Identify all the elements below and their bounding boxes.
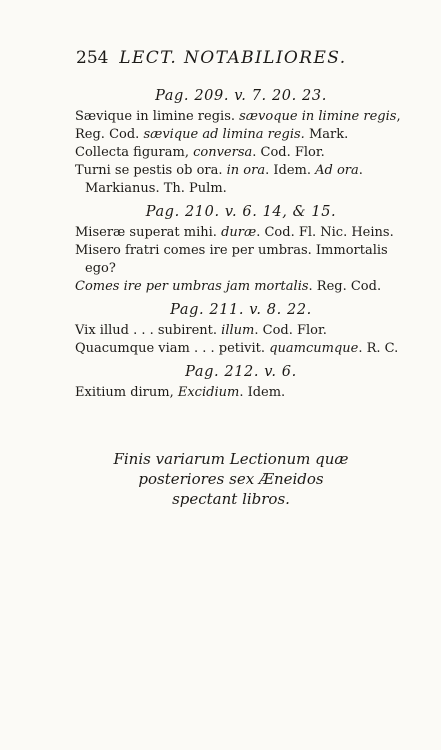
variant-reading: illum <box>221 323 255 338</box>
finis-line: spectant libros. <box>172 490 290 508</box>
variant-readings <box>75 88 407 408</box>
lemma-text: . Reg. Cod. <box>308 279 382 294</box>
lemma-text: Sævique in limine regis. <box>75 109 240 124</box>
variant-entry <box>75 108 407 126</box>
lemma-text: . Idem. <box>239 385 286 400</box>
finis-line: posteriores sex Æneidos <box>138 470 324 488</box>
lemma-text: , <box>396 109 401 124</box>
lemma-text: Vix illud . . . subirent. <box>75 323 222 338</box>
variant-entry <box>75 162 407 198</box>
variant-reading: Excidium <box>177 385 240 400</box>
variant-entry <box>75 278 407 296</box>
lemma-text: . Idem. <box>265 163 316 178</box>
variant-reading: duræ <box>221 225 257 240</box>
variant-reading: sævoque in limine regis <box>239 109 397 124</box>
lemma-text: Collecta figuram, <box>75 145 194 160</box>
variant-entry <box>75 126 407 144</box>
variant-reading: in ora <box>226 163 266 178</box>
variant-reading: sævique ad limina regis. <box>143 127 305 142</box>
lemma-text: . Cod. Flor. <box>254 323 327 338</box>
variant-entry <box>75 242 407 278</box>
finis-note <box>106 449 356 509</box>
lemma-text: Turni se pestis ob ora. <box>75 163 227 178</box>
variant-entry <box>75 322 407 340</box>
page-number: 254 <box>76 48 109 68</box>
variant-reading: conversa <box>193 145 253 160</box>
lemma-text: Misero fratri comes ire per umbras. Immortalis ego? <box>75 243 388 276</box>
section-heading: Pag. 209. v. 7. 20. 23. <box>155 88 327 104</box>
lemma-text: Mark. <box>304 127 349 142</box>
page-title: LECT. NOTABILIORES. <box>119 48 347 68</box>
variant-entry <box>75 144 407 162</box>
lemma-text: . Cod. Flor. <box>252 145 325 160</box>
variant-entry <box>75 384 407 402</box>
finis-line: Finis variarum Lectionum quæ <box>113 450 349 468</box>
lemma-text: Quacumque viam . . . petivit. <box>75 341 270 356</box>
section-heading: Pag. 212. v. 6. <box>185 364 297 380</box>
lemma-text: Reg. Cod. <box>75 127 144 142</box>
section-heading: Pag. 211. v. 8. 22. <box>170 302 312 318</box>
lemma-text: . Markianus. Th. Pulm. <box>85 163 363 196</box>
lemma-text: . R. C. <box>358 341 399 356</box>
variant-entry <box>75 224 407 242</box>
variant-reading: quamcumque <box>269 341 359 356</box>
section-heading: Pag. 210. v. 6. 14, & 15. <box>145 204 337 220</box>
running-head <box>76 48 347 68</box>
lemma-text: Miseræ superat mihi. <box>75 225 222 240</box>
lemma-text: . Cod. Fl. Nic. Heins. <box>256 225 394 240</box>
section-gap <box>75 402 407 408</box>
variant-reading: Comes ire per umbras jam mortalis <box>75 279 309 294</box>
lemma-text: Exitium dirum, <box>75 385 178 400</box>
variant-reading: Ad ora <box>315 163 359 178</box>
variant-entry <box>75 340 407 358</box>
